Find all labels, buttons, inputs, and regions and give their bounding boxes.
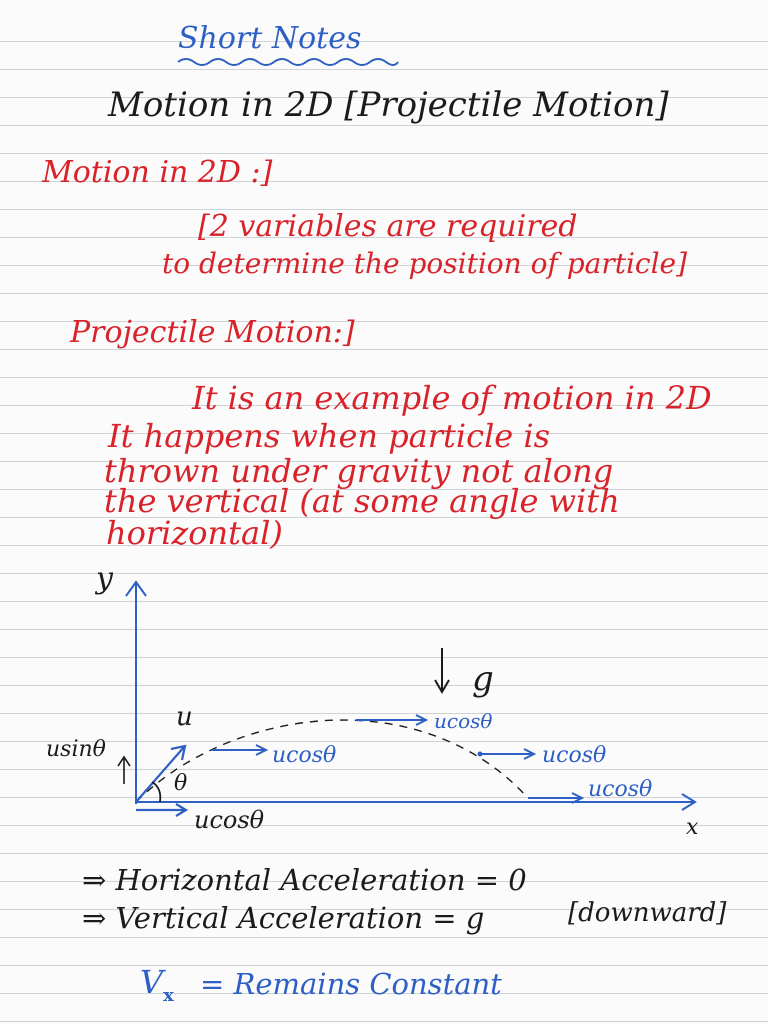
- base-component-label: ucosθ: [194, 806, 265, 834]
- projectile-line-3: thrown under gravity not along: [104, 452, 614, 490]
- x-axis-label: x: [686, 815, 699, 840]
- vx-symbol-letter: V: [140, 963, 164, 1001]
- component-1-label: ucosθ: [272, 743, 337, 768]
- projectile-line-4: the vertical (at some angle with: [104, 482, 620, 520]
- projectile-line-2: It happens when particle is: [108, 417, 551, 455]
- section-heading-motion-2d: Motion in 2D :]: [42, 155, 273, 190]
- initial-velocity-label: u: [176, 702, 193, 732]
- vx-remains-constant: = Remains Constant: [200, 967, 502, 1001]
- projectile-diagram: [0, 560, 768, 850]
- y-axis-label: y: [96, 561, 113, 596]
- page-title: Motion in 2D [Projectile Motion]: [108, 85, 669, 125]
- projectile-line-1: It is an example of motion in 2D: [192, 379, 712, 417]
- definition-line-2: to determine the position of particle]: [162, 247, 688, 280]
- component-3-label: ucosθ: [542, 743, 607, 768]
- definition-line-1: [2 variables are required: [198, 209, 578, 244]
- vertical-acceleration-line: ⇒ Vertical Acceleration = g: [82, 901, 485, 935]
- gravity-label: g: [472, 659, 494, 699]
- vertical-component-label: usinθ: [46, 737, 106, 762]
- section-heading-projectile: Projectile Motion:]: [70, 315, 355, 350]
- short-notes-heading: Short Notes: [178, 21, 362, 56]
- angle-label: θ: [174, 771, 188, 796]
- vx-symbol: [140, 963, 174, 1006]
- wavy-underline: [176, 56, 401, 68]
- vx-subscript: x: [163, 985, 174, 1006]
- component-top-label: ucosθ: [434, 709, 493, 733]
- component-4-label: ucosθ: [588, 777, 653, 802]
- projectile-line-5: horizontal): [106, 514, 283, 552]
- angle-arc: [152, 782, 160, 802]
- vertical-acceleration-note: [downward]: [568, 898, 727, 928]
- horizontal-acceleration-line: ⇒ Horizontal Acceleration = 0: [82, 863, 527, 897]
